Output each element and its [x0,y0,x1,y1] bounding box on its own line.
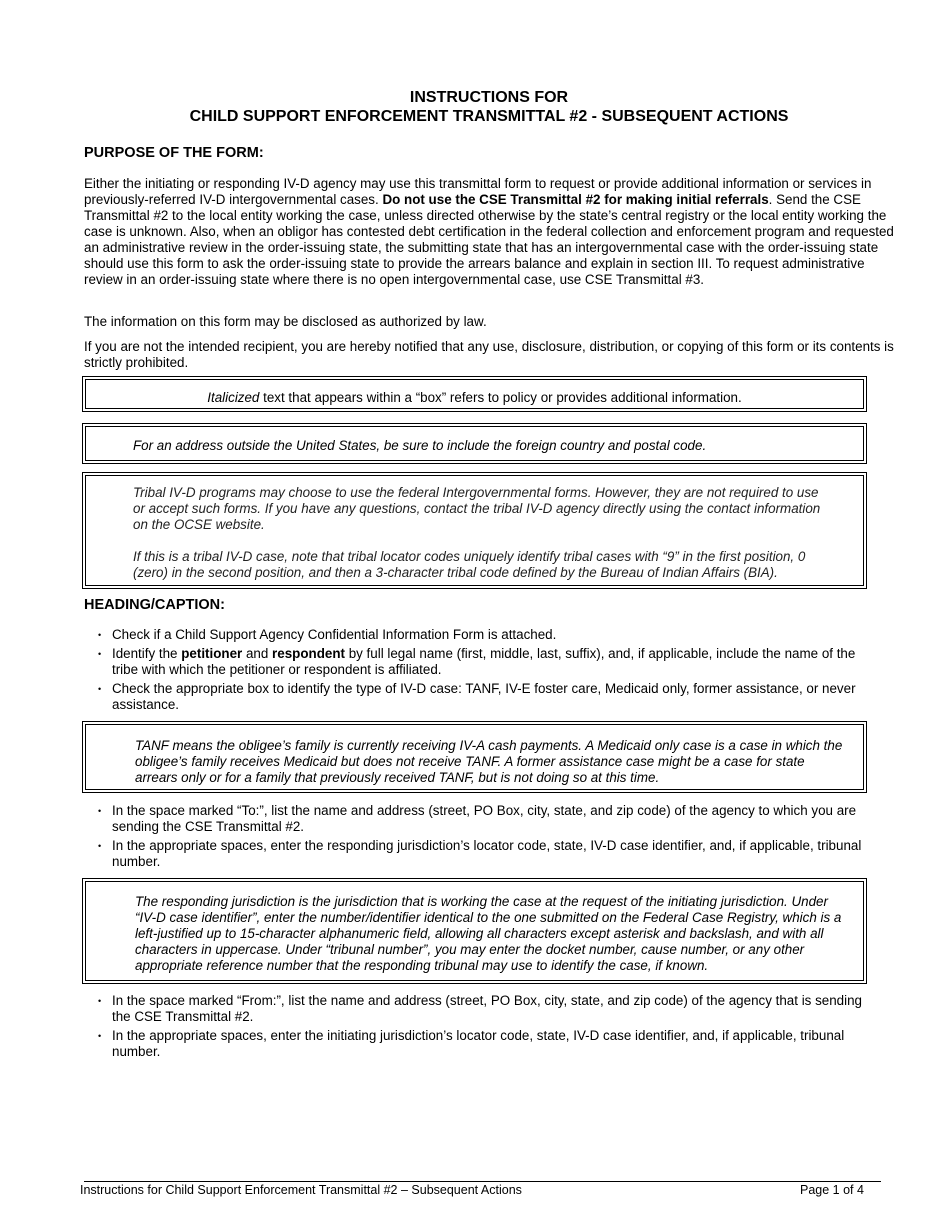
heading-caption: HEADING/CAPTION: [84,597,225,613]
box1-text: text that appears within a “box” refers to policy or provides additional information. [259,390,742,405]
note-box-italic [82,376,867,412]
purpose-paragraph-2: The information on this form may be disclosed as authorized by law. [84,314,487,329]
list-item [98,646,878,678]
list-item: • In the appropriate spaces, enter the initiating jurisdiction’s locator code, state, IV-D case identifier, and, if applicable, tribunal number. [98,1028,878,1060]
box2-text: For an address outside the United States, be sure to include the foreign country and postal code. [133,438,707,453]
respondent-bold: respondent [272,646,345,661]
purpose-paragraph-1 [84,176,894,288]
purpose-p1-bold: Do not use the CSE Transmittal #2 for making initial referrals [382,192,769,207]
box3-paragraph-1: Tribal IV-D programs may choose to use the federal Intergovernmental forms. However, they are not required to use or accept such forms. If you have any questions, contact the tribal IV-D agency directly using the contact information on the OCSE website. [133,485,821,532]
box4-text: TANF means the obligee’s family is currently receiving IV-A cash payments. A Medicaid only case is a case in which the obligee’s family receives Medicaid but does not receive TANF. A former assistance case might be a case for state arrears only or for a family that previously received TANF, but is not doing so at this time. [135,738,843,785]
footer-divider [84,1181,881,1182]
list-item: • In the appropriate spaces, enter the responding jurisdiction’s locator code, state, IV-D case identifier, and, if applicable, tribunal number. [98,838,878,870]
list-item: • Check if a Child Support Agency Confidential Information Form is attached. [98,627,878,643]
bullet-text: by full legal name (first, middle, last, suffix), and, if applicable, include the name of the tribe with which the petitioner or respondent is affiliated. [112,646,856,677]
note-box-responding [82,878,867,984]
from-bullets [98,993,878,1063]
box3-paragraph-2: If this is a tribal IV-D case, note that tribal locator codes uniquely identify tribal cases with “9” in the first position, 0 (zero) in the second position, and then a 3-character tribal code defined by the Bureau of Indian Affairs (BIA). [133,549,806,580]
bullet-text: and [242,646,273,661]
list-item: • Check the appropriate box to identify the type of IV-D case: TANF, IV-E foster care, Medicaid only, former assistance, or never assistance. [98,681,878,713]
purpose-p1-text-b: . Send the CSE Transmittal #2 to the local entity working the case, unless directed otherwise by the state’s central registry or the local entity working the case is unknown. Also, when an obligor has contested debt certification in the federal collection and enforcement program and requested an administrative review in the order-issuing state, the submitting state that has an intergovernmental case with the order-issuing state should use this form to ask the order-issuing state to provide the arrears balance and explain in section III. To request administrative review in an order-issuing state where there is no open intergovernmental case, use CSE Transmittal #3. [84,192,894,287]
page-number: Page 1 of 4 [800,1183,864,1197]
purpose-paragraph-3: If you are not the intended recipient, you are hereby notified that any use, disclosure, distribution, or copying of this form or its contents is strictly prohibited. [84,339,894,370]
box1-italic-word: Italicized [207,390,260,405]
caption-bullets [98,627,878,716]
purpose-heading: PURPOSE OF THE FORM: [84,145,264,161]
petitioner-bold: petitioner [181,646,243,661]
to-bullets [98,803,878,873]
bullet-text: Identify the [112,646,182,661]
footer-title: Instructions for Child Support Enforcement Transmittal #2 – Subsequent Actions [80,1183,522,1197]
purpose-p1-text-a: Either the initiating or responding IV-D agency may use this transmittal form to request or provide additional information or services in previously-referred IV-D intergovernmental cases. [84,176,872,207]
note-box-tribal [82,472,867,589]
note-box-tanf [82,721,867,793]
title-line-1: INSTRUCTIONS FOR [409,89,569,106]
list-item: • In the space marked “From:”, list the name and address (street, PO Box, city, state, and zip code) of the agency that is sending the CSE Transmittal #2. [98,993,878,1025]
list-item: • In the space marked “To:”, list the name and address (street, PO Box, city, state, and zip code) of the agency to which you are sending the CSE Transmittal #2. [98,803,878,835]
note-box-address [82,423,867,464]
box5-text: The responding jurisdiction is the jurisdiction that is working the case at the request of the initiating jurisdiction. Under “IV-D case identifier”, enter the number/identifier identical to the one submitted on the Federal Case Registry, which is a left-justified up to 15-character alphanumeric field, allowing all characters except asterisk and backslash, and with all characters in uppercase. Under “tribunal number”, you may enter the docket number, cause number, or any other appropriate reference number that the responding tribunal may use to identify the case, if known. [135,894,842,973]
title-line-2: CHILD SUPPORT ENFORCEMENT TRANSMITTAL #2 - SUBSEQUENT ACTIONS [189,108,789,125]
